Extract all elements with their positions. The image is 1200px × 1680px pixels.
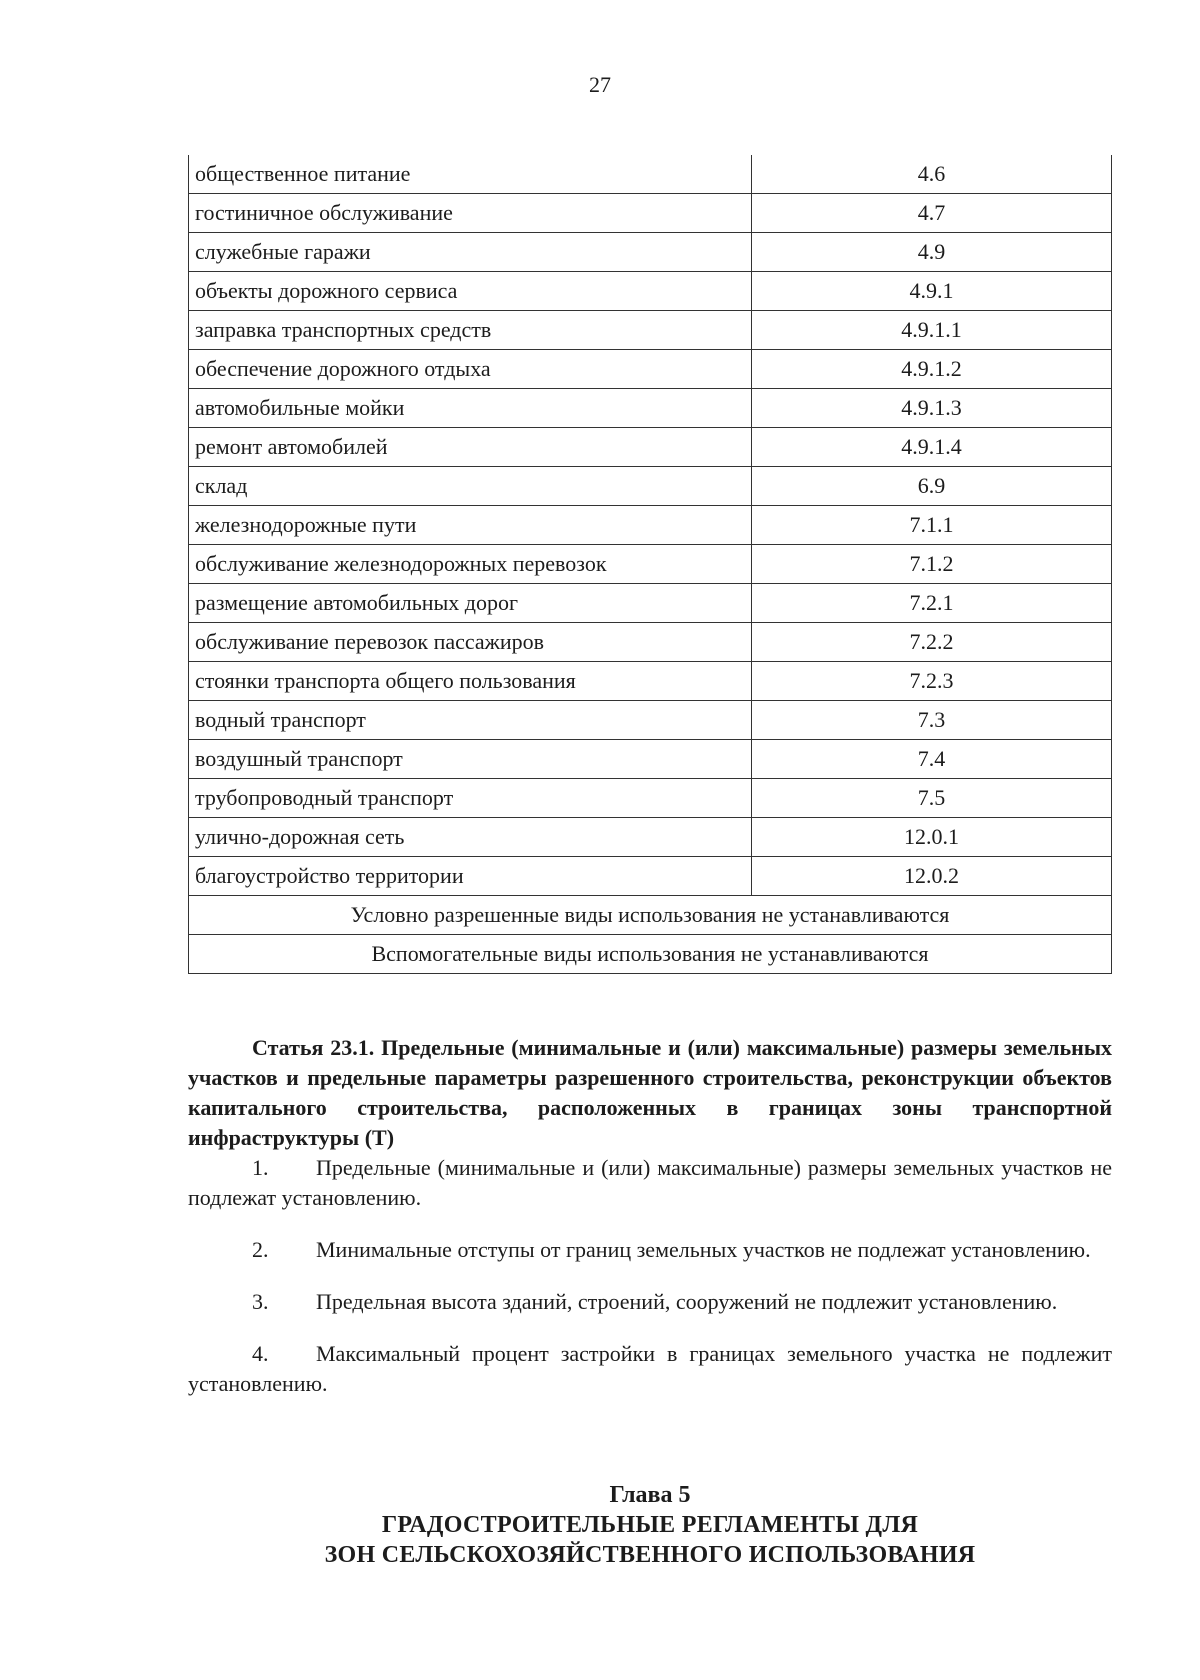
table-row: [189, 779, 1112, 818]
chapter-label: Глава 5: [609, 1482, 691, 1508]
use-code-cell: 7.2.1: [752, 584, 1112, 623]
table-row: [189, 155, 1112, 194]
clause-number: 3.: [252, 1289, 269, 1314]
use-code-cell: 4.9: [752, 233, 1112, 272]
use-name-cell: автомобильные мойки: [189, 389, 752, 428]
table-row: [189, 662, 1112, 701]
clause: [188, 1153, 1112, 1213]
use-code-cell: 12.0.1: [752, 818, 1112, 857]
clause-text: Минимальные отступы от границ земельных участков не подлежат установлению.: [316, 1237, 1091, 1262]
clause-text: Максимальный процент застройки в границах земельного участка не подлежит установлению.: [188, 1341, 1112, 1396]
table-row: [189, 701, 1112, 740]
use-code-cell: 7.5: [752, 779, 1112, 818]
table-row: [189, 389, 1112, 428]
clause: [188, 1339, 1112, 1399]
use-name-cell: водный транспорт: [189, 701, 752, 740]
use-name-cell: склад: [189, 467, 752, 506]
clause-text: Предельные (минимальные и (или) максимальные) размеры земельных участков не подлежат установлению.: [188, 1155, 1112, 1210]
use-name-cell: служебные гаражи: [189, 233, 752, 272]
clause: [188, 1287, 1112, 1317]
table-row: [189, 272, 1112, 311]
table-row: [189, 740, 1112, 779]
article-23-1: [188, 1033, 1112, 1421]
use-code-cell: 7.3: [752, 701, 1112, 740]
table-row: [189, 428, 1112, 467]
use-name-cell: стоянки транспорта общего пользования: [189, 662, 752, 701]
table-row: [189, 818, 1112, 857]
use-code-cell: 4.9.1.1: [752, 311, 1112, 350]
use-name-cell: обслуживание железнодорожных перевозок: [189, 545, 752, 584]
use-code-cell: 7.2.2: [752, 623, 1112, 662]
use-name-cell: размещение автомобильных дорог: [189, 584, 752, 623]
table-row: [189, 467, 1112, 506]
use-name-cell: воздушный транспорт: [189, 740, 752, 779]
use-name-cell: улично-дорожная сеть: [189, 818, 752, 857]
auxiliary-note-cell: Вспомогательные виды использования не устанавливаются: [189, 935, 1112, 974]
table-row: [189, 233, 1112, 272]
use-name-cell: ремонт автомобилей: [189, 428, 752, 467]
use-name-cell: благоустройство территории: [189, 857, 752, 896]
table-row: [189, 857, 1112, 896]
table-row: [189, 584, 1112, 623]
use-code-cell: 4.9.1.3: [752, 389, 1112, 428]
use-name-cell: обслуживание перевозок пассажиров: [189, 623, 752, 662]
table-body: [189, 155, 1112, 974]
table-row: [189, 545, 1112, 584]
clause-number: 2.: [252, 1237, 269, 1262]
chapter-heading: [188, 1480, 1112, 1570]
clause-number: 4.: [252, 1341, 269, 1366]
use-code-cell: 12.0.2: [752, 857, 1112, 896]
table-row: [189, 311, 1112, 350]
use-code-cell: 4.7: [752, 194, 1112, 233]
use-name-cell: гостиничное обслуживание: [189, 194, 752, 233]
use-code-cell: 4.9.1.4: [752, 428, 1112, 467]
use-code-cell: 4.9.1.2: [752, 350, 1112, 389]
use-code-cell: 7.4: [752, 740, 1112, 779]
use-name-cell: обеспечение дорожного отдыха: [189, 350, 752, 389]
use-code-cell: 4.9.1: [752, 272, 1112, 311]
use-code-cell: 7.2.3: [752, 662, 1112, 701]
use-name-cell: заправка транспортных средств: [189, 311, 752, 350]
table-row: [189, 350, 1112, 389]
use-name-cell: железнодорожные пути: [189, 506, 752, 545]
clause-text: Предельная высота зданий, строений, сооружений не подлежит установлению.: [316, 1289, 1058, 1314]
chapter-title-line-1: ГРАДОСТРОИТЕЛЬНЫЕ РЕГЛАМЕНТЫ ДЛЯ: [381, 1512, 919, 1538]
use-code-cell: 6.9: [752, 467, 1112, 506]
use-name-cell: трубопроводный транспорт: [189, 779, 752, 818]
table-row: [189, 623, 1112, 662]
use-name-cell: общественное питание: [189, 155, 752, 194]
use-code-cell: 7.1.2: [752, 545, 1112, 584]
clause: [188, 1235, 1112, 1265]
page-number: 27: [589, 72, 611, 97]
article-title: Статья 23.1. Предельные (минимальные и (или) максимальные) размеры земельных участков и предельные параметры разрешенного строительства, реконструкции объектов капитального строительства, расположенных в границах зоны транспортной инфраструктуры (Т): [188, 1035, 1112, 1150]
table-note-row: [189, 896, 1112, 935]
use-name-cell: объекты дорожного сервиса: [189, 272, 752, 311]
use-code-cell: 7.1.1: [752, 506, 1112, 545]
chapter-title-line-2: ЗОН СЕЛЬСКОХОЗЯЙСТВЕННОГО ИСПОЛЬЗОВАНИЯ: [324, 1542, 976, 1568]
use-code-cell: 4.6: [752, 155, 1112, 194]
clause-number: 1.: [252, 1155, 269, 1180]
table-row: [189, 506, 1112, 545]
conditional-note-cell: Условно разрешенные виды использования не устанавливаются: [189, 896, 1112, 935]
table-note-row: [189, 935, 1112, 974]
table-row: [189, 194, 1112, 233]
permitted-use-table: [188, 155, 1112, 974]
